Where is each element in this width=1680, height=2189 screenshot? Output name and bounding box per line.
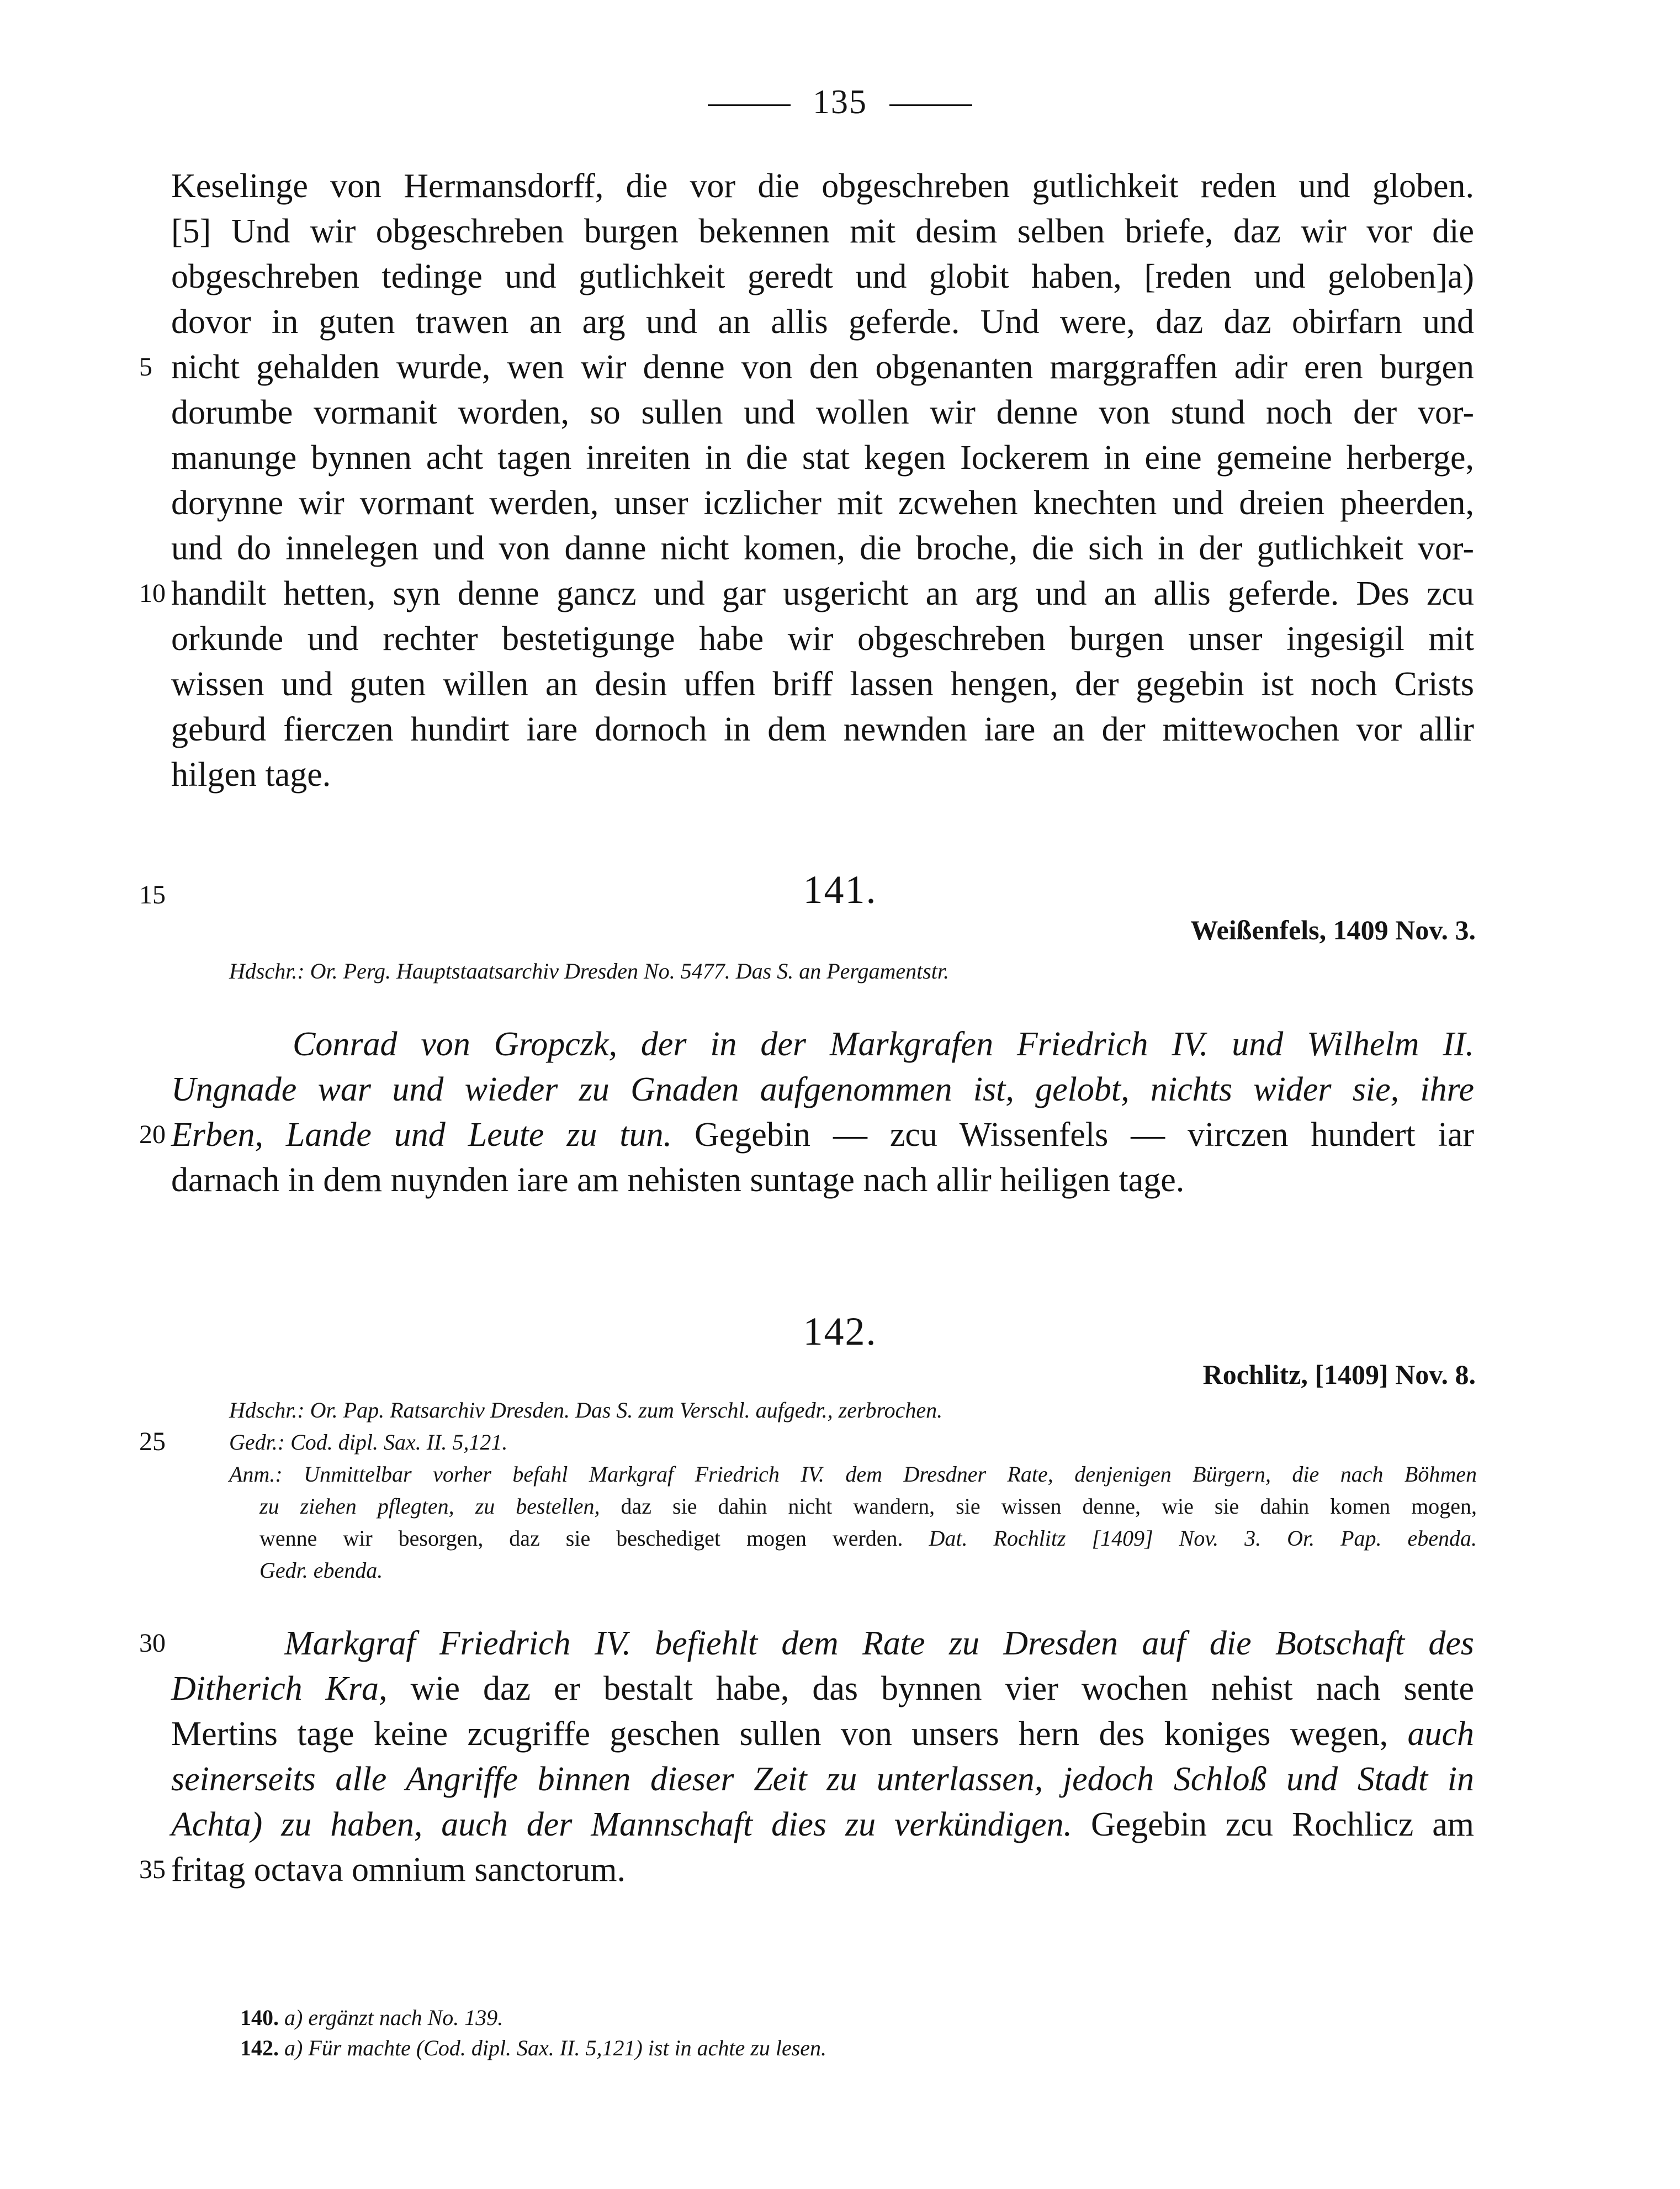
text-line: Erben, Lande und Leute zu tun. Gegebin — zcu Wissenfels — virczen hundert iar bbox=[171, 1116, 1475, 1154]
text-line: Ditherich Kra, wie daz er bestalt habe, das bynnen vier wochen nehist nach sente bbox=[171, 1670, 1474, 1707]
text-line: orkunde und rechter bestetigunge habe wir obgeschreben burgen unser ingesigil mit bbox=[171, 620, 1474, 658]
text-line: dorumbe vormanit worden, so sullen und wollen wir denne von stund noch der vor- bbox=[171, 394, 1474, 431]
text-line: Ungnade war und wieder zu Gnaden aufgenommen ist, gelobt, nichts wider sie, ihre bbox=[171, 1071, 1474, 1108]
document-141-date: Weißenfels, 1409 Nov. 3. bbox=[1190, 914, 1476, 945]
text-line: manunge bynnen acht tagen inreiten in die stat kegen Iockerem in eine gemeine herberge, bbox=[171, 439, 1474, 477]
line-number: 10 bbox=[139, 579, 166, 608]
text-line: dorynne wir vormant werden, unser iczlicher mit zcwehen knechten und dreien pheerden, bbox=[171, 484, 1474, 522]
text-line: nicht gehalden wurde, wen wir denne von den obgenanten marggraffen adir eren burgen bbox=[171, 348, 1474, 386]
text-line: Markgraf Friedrich IV. befiehlt dem Rate zu Dresden auf die Botschaft des bbox=[284, 1625, 1474, 1662]
annotation-line: Anm.: Unmittelbar vorher befahl Markgraf Friedrich IV. dem Dresdner Rate, denjenigen Bürgern, die nach Böhmen bbox=[229, 1462, 1477, 1487]
line-number: 20 bbox=[139, 1120, 166, 1149]
document-142-apparatus bbox=[229, 1394, 1477, 1587]
text-line: hilgen tage. bbox=[171, 756, 331, 794]
document-141-regest bbox=[171, 1022, 1474, 1203]
header-rule-right bbox=[889, 104, 972, 106]
page-number: 135 bbox=[813, 83, 867, 121]
text-line: und do innelegen und von danne nicht komen, die broche, die sich in der gutlichkeit vor- bbox=[171, 530, 1474, 567]
line-number: 35 bbox=[139, 1855, 166, 1884]
text-line: Keselinge von Hermansdorff, die vor die obgeschreben gutlichkeit reden und globen. bbox=[171, 167, 1474, 205]
document-142-date: Rochlitz, [1409] Nov. 8. bbox=[1202, 1359, 1476, 1390]
text-line: wissen und guten willen an desin uffen briff lassen hengen, der gegebin ist noch Crists bbox=[171, 665, 1474, 703]
text-line: Mertins tage keine zcugriffe geschen sullen von unsers hern des koniges wegen, auch bbox=[171, 1715, 1474, 1753]
document-number-141: 141. bbox=[803, 868, 877, 912]
text-line: geburd fierczen hundirt iare dornoch in dem newnden iare an der mittewochen vor allir bbox=[171, 711, 1474, 748]
document-number-142: 142. bbox=[803, 1309, 877, 1353]
line-number: 25 bbox=[139, 1427, 166, 1456]
text-line: [5] Und wir obgeschreben burgen bekennen mit desim selben briefe, daz wir vor die bbox=[171, 213, 1474, 250]
source-line: Hdschr.: Or. Pap. Ratsarchiv Dresden. Das S. zum Verschl. aufgedr., zerbrochen. bbox=[229, 1398, 943, 1423]
source-line: Gedr.: Cod. dipl. Sax. II. 5,121. bbox=[229, 1430, 508, 1455]
header-rule-left bbox=[708, 104, 791, 106]
line-number: 15 bbox=[139, 880, 166, 910]
document-141-source: Hdschr.: Or. Perg. Hauptstaatsarchiv Dresden No. 5477. Das S. an Pergamentstr. bbox=[229, 959, 950, 984]
page-number-header bbox=[0, 83, 1680, 122]
text-line: dovor in guten trawen an arg und an allis geferde. Und were, daz daz obirfarn und bbox=[171, 303, 1474, 341]
text-line: fritag octava omnium sanctorum. bbox=[171, 1851, 626, 1889]
annotation-line: wenne wir besorgen, daz sie beschediget mogen werden. Dat. Rochlitz [1409] Nov. 3. Or. Pap. ebenda. bbox=[259, 1526, 1477, 1551]
text-line: Achta) zu haben, auch der Mannschaft dies zu verkündigen. Gegebin zcu Rochlicz am bbox=[171, 1806, 1475, 1843]
line-number: 30 bbox=[139, 1628, 166, 1658]
text-line: handilt hetten, syn denne gancz und gar usgericht an arg und an allis geferde. Des zcu bbox=[171, 575, 1474, 612]
footnote: 140. a) ergänzt nach No. 139. bbox=[240, 2005, 504, 2030]
annotation-line: Gedr. ebenda. bbox=[259, 1558, 383, 1583]
line-number: 5 bbox=[139, 352, 152, 382]
text-line: darnach in dem nuynden iare am nehisten suntage nach allir heiligen tage. bbox=[171, 1161, 1185, 1199]
footnote: 142. a) Für machte (Cod. dipl. Sax. II. 5,121) ist in achte zu lesen. bbox=[240, 2035, 827, 2060]
text-line: obgeschreben tedinge und gutlichkeit geredt und globit haben, [reden und geloben]a) bbox=[171, 258, 1474, 295]
text-line: Conrad von Gropczk, der in der Markgrafen Friedrich IV. und Wilhelm II. bbox=[293, 1025, 1474, 1063]
text-line: seinerseits alle Angriffe binnen dieser Zeit zu unterlassen, jedoch Schloß und Stadt in bbox=[171, 1760, 1474, 1798]
continuation-text bbox=[171, 163, 1474, 797]
annotation-line: zu ziehen pflegten, zu bestellen, daz sie dahin nicht wandern, sie wissen denne, wie sie dahin komen mogen, bbox=[259, 1494, 1477, 1519]
document-142-regest bbox=[171, 1621, 1474, 1892]
